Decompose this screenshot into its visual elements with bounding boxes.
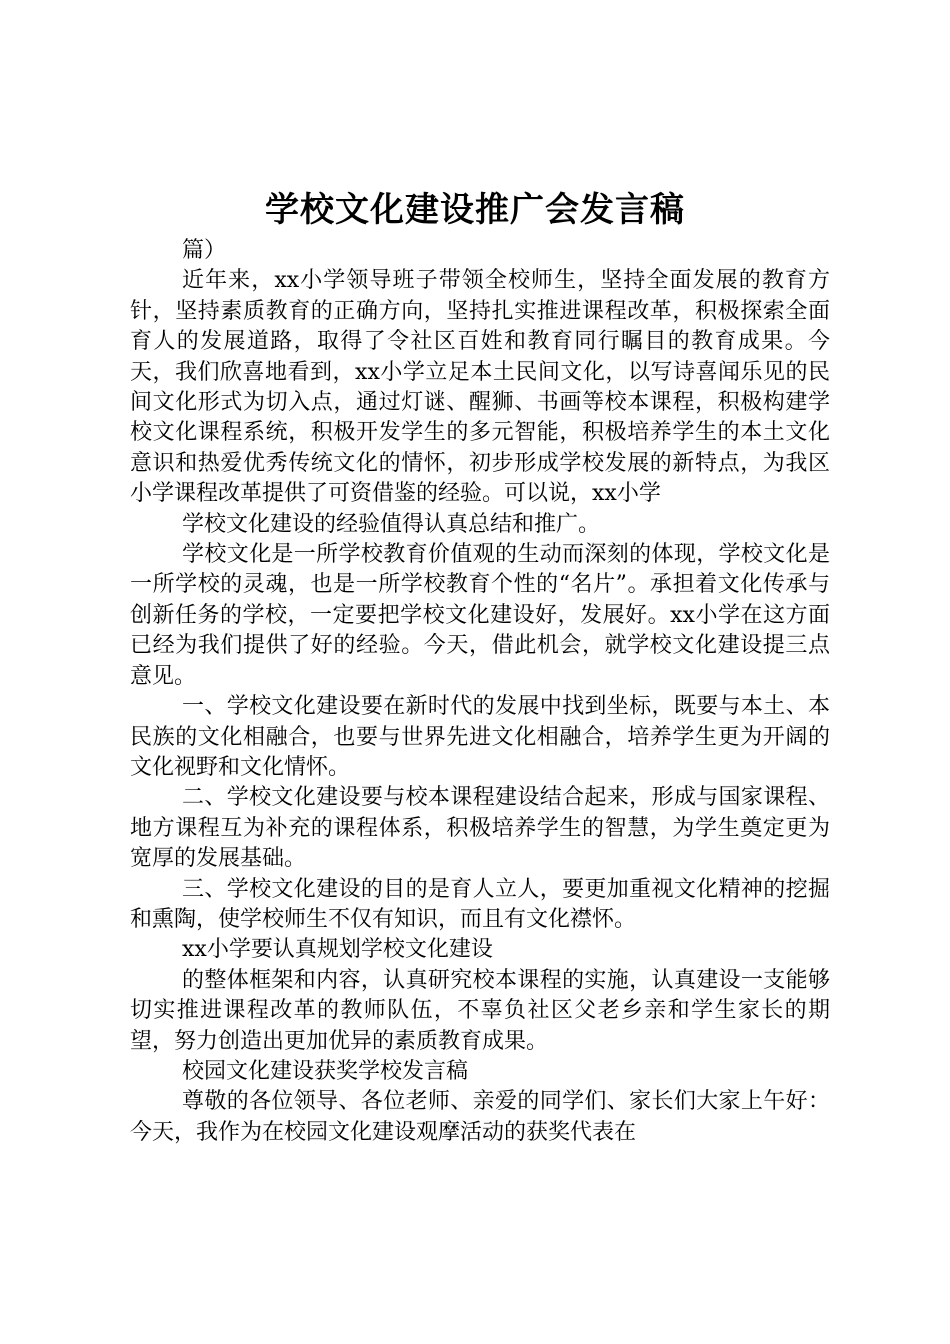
document-title: 学校文化建设推广会发言稿 — [265, 190, 685, 230]
paragraph: 校园文化建设获奖学校发言稿 — [182, 1058, 469, 1084]
paragraph: 一、学校文化建设要在新时代的发展中找到坐标，既要与本土、本民族的文化相融合，也要与世界先进文化相融合，培养学生更为开阔的文化视野和文化情怀。 — [130, 694, 830, 780]
paragraph: 学校文化建设的经验值得认真总结和推广。 — [182, 511, 601, 537]
paragraph: 尊敬的各位领导、各位老师、亲爱的同学们、家长们大家上午好：今天，我作为在校园文化建设观摩活动的获奖代表在 — [130, 1089, 830, 1145]
paragraph: 三、学校文化建设的目的是育人立人，要更加重视文化精神的挖掘和熏陶，使学校师生不仅有知识，而且有文化襟怀。 — [130, 876, 830, 932]
paragraph: 近年来，xx小学领导班子带领全校师生，坚持全面发展的教育方针，坚持素质教育的正确方向，坚持扎实推进课程改革，积极探索全面育人的发展道路，取得了令社区百姓和教育同行瞩目的教育成果。今天，我们欣喜地看到，xx小学立足本土民间文化，以写诗喜闻乐见的民间文化形式为切入点，通过灯谜、醒狮、书画等校本课程，积极构建学校文化课程系统，积极开发学生的多元智能，积极培养学生的本土文化意识和热爱优秀传统文化的情怀，初步形成学校发展的新特点，为我区小学课程改革提供了可资借鉴的经验。可以说，xx小学 — [130, 268, 830, 507]
paragraph: 学校文化是一所学校教育价值观的生动而深刻的体现，学校文化是一所学校的灵魂，也是一所学校教育个性的“名片”。承担着文化传承与创新任务的学校，一定要把学校文化建设好，发展好。xx小学在这方面已经为我们提供了好的经验。今天，借此机会，就学校文化建设提三点意见。 — [130, 542, 830, 689]
paragraph: 篇） — [182, 238, 227, 263]
paragraph: 二、学校文化建设要与校本课程建设结合起来，形成与国家课程、地方课程互为补充的课程体系，积极培养学生的智慧，为学生奠定更为宽厚的发展基础。 — [130, 785, 830, 872]
paragraph: 的整体框架和内容，认真研究校本课程的实施，认真建设一支能够切实推进课程改革的教师队伍，不辜负社区父老乡亲和学生家长的期望，努力创造出更加优异的素质教育成果。 — [130, 967, 830, 1054]
paragraph: xx小学要认真规划学校文化建设 — [182, 937, 493, 963]
document-body — [130, 236, 830, 1148]
